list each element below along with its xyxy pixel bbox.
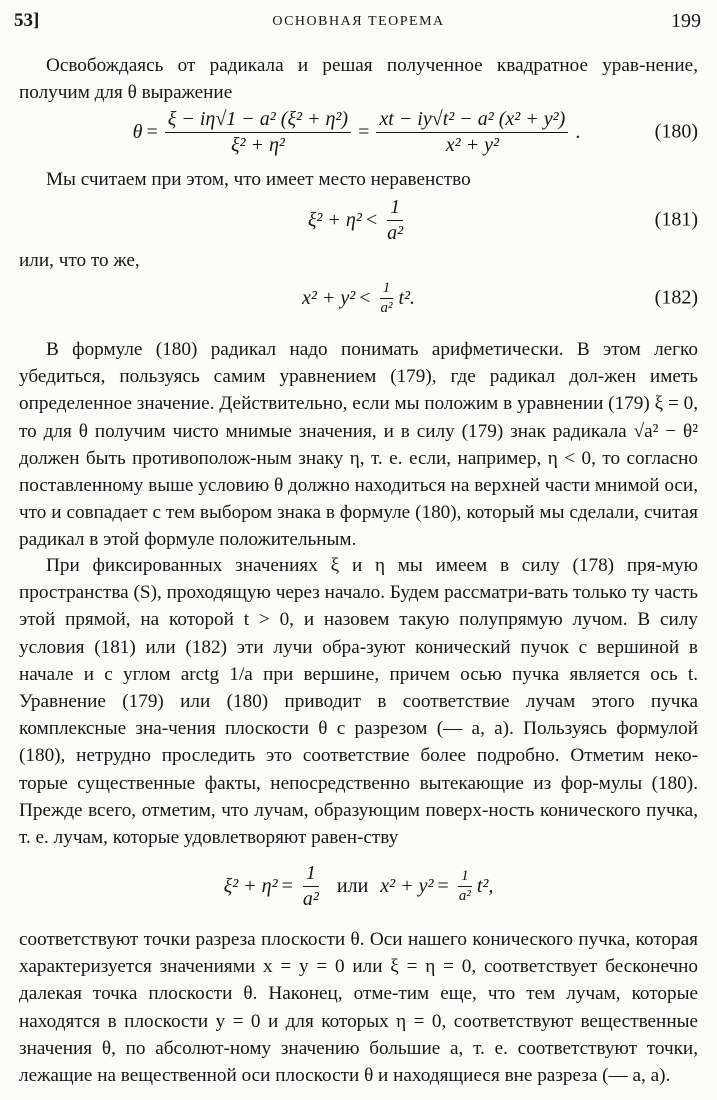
paragraph-radical-arithmetic: В формуле (180) радикал надо понимать арифметически. В этом легко убедиться, пользуясь самим уравнением (179), где радикал дол-жен иметь определенное значение. Действительно, если мы положим в уравнении (179) ξ = 0, то для θ получим чисто мнимые значения, и в силу (179) знак радикала √a² − θ² должен быть противополож-ным знаку η, т. е. если, например, η < 0, то согласно поставленному выше условию θ должно находиться на верхней части мнимой оси, что и совпадает с тем выбором знака в формуле (180), который мы сделали, считая радикал в этой формуле положительным. <box>19 339 698 551</box>
eq181-denominator: a² <box>387 221 404 244</box>
equation-182 <box>19 270 698 326</box>
eq180-denominator-2: x² + y² <box>445 133 499 156</box>
surface-numerator-2: 1 <box>458 868 472 887</box>
eq180-fraction-1 <box>165 108 351 157</box>
paragraph-intro: Освобождаясь от радикала и решая полученное квадратное урав-нение, получим для θ выражение <box>19 55 698 104</box>
surface-numerator-1: 1 <box>303 862 319 887</box>
paragraph-rays-cone: При фиксированных значениях ξ и η мы имеем в силу (178) пря-мую пространства (S), проходящую через начало. Будем рассматри-вать только ту часть этой прямой, на которой t > 0, и назовем такую полупрямую лучом. В силу условия (181) или (182) эти лучи обра-зуют конический пучок с вершиной в начале и с углом arctg 1/a при вершине, причем осью пучка является ось t. Уравнение (179) или (180) приводит в соответствие лучам этого пучка комплексные зна-чения плоскости θ с разрезом (— a, a). Пользуясь формулой (180), нетрудно проследить это соответствие более подробно. Отметим неко-торые существенные факты, непосредственно вытекающие из фор-мулы (180). Прежде всего, отметим, что лучам, образующим поверх-ность конического пучка, т. е. лучам, которые удовлетворяют равен-ству <box>19 555 698 849</box>
eq180-fraction-2 <box>376 108 568 157</box>
eq180-lhs: θ <box>132 120 143 143</box>
eq180-numerator-2: xt − iy√t² − a² (x² + y²) <box>376 108 568 133</box>
surface-lhs-2: x² + y² <box>380 874 434 897</box>
surface-fraction-2 <box>456 868 474 905</box>
surface-lhs-1: ξ² + η² <box>223 874 278 897</box>
running-header <box>14 10 703 36</box>
eq182-relation: < <box>359 286 371 309</box>
eq181-lhs: ξ² + η² <box>307 208 362 231</box>
eq182-fraction <box>377 280 395 317</box>
paragraph-correspondence: соответствуют точки разреза плоскости θ. Оси нашего конического пучка, которая характеризуется значениями x = y = 0 или ξ = η = 0, соответствует бесконечно далекая точка плоскости θ. Наконец, отме-тим еще, что тем лучам, которые находятся в плоскости y = 0 и для которых η = 0, соответствуют вещественные значения θ, по абсолют-ному значению большие a, т. е. соответствуют точки, лежащие на вещественной оси плоскости θ и находящиеся вне разреза (— a, a). <box>19 929 698 1087</box>
eq182-denominator: a² <box>380 299 393 316</box>
paragraph-or-same: или, что то же, <box>19 250 140 271</box>
eq180-numerator-1: ξ − iη√1 − a² (ξ² + η²) <box>165 108 351 133</box>
eq181-numerator: 1 <box>387 196 403 221</box>
equation-180: θ = $\frac{\text{ξ − iη√1 − a² (ξ² + η²)}}{\text{ξ² + η²}}$ = $\frac{\text{xt − iy√t² − a² (x² + y²)}}{\text{x² + y²}}$ . (180) <box>132 107 698 156</box>
eq180-denominator-1: ξ² + η² <box>230 133 285 156</box>
surface-denominator-2: a² <box>458 887 471 904</box>
surface-conjunction: или <box>336 874 369 897</box>
page-number: 199 <box>671 10 701 32</box>
section-number: 53] <box>14 10 40 31</box>
eq182-tail: t². <box>398 286 416 309</box>
eq181-fraction <box>384 196 406 245</box>
equation-181 <box>19 192 698 248</box>
eq181-relation: < <box>365 208 378 231</box>
running-title: ОСНОВНАЯ ТЕОРЕМА <box>272 14 445 29</box>
equation-number-181: (181) <box>654 208 698 231</box>
equation-cone-surface: ξ² + η² = $\frac{1}{\text{a²}}$ или x² + y² = $\frac{1}{\text{a²}}$ t², <box>223 861 494 910</box>
eq182-numerator: 1 <box>380 280 394 299</box>
equation-number-180: (180) <box>654 120 698 143</box>
surface-denominator-1: a² <box>302 887 319 910</box>
surface-fraction-1 <box>300 862 322 911</box>
eq182-lhs: x² + y² <box>301 286 356 309</box>
surface-tail: t², <box>476 874 494 897</box>
equation-number-182: (182) <box>654 286 698 309</box>
paragraph-inequality-intro: Мы считаем при этом, что имеет место неравенство <box>46 169 471 190</box>
